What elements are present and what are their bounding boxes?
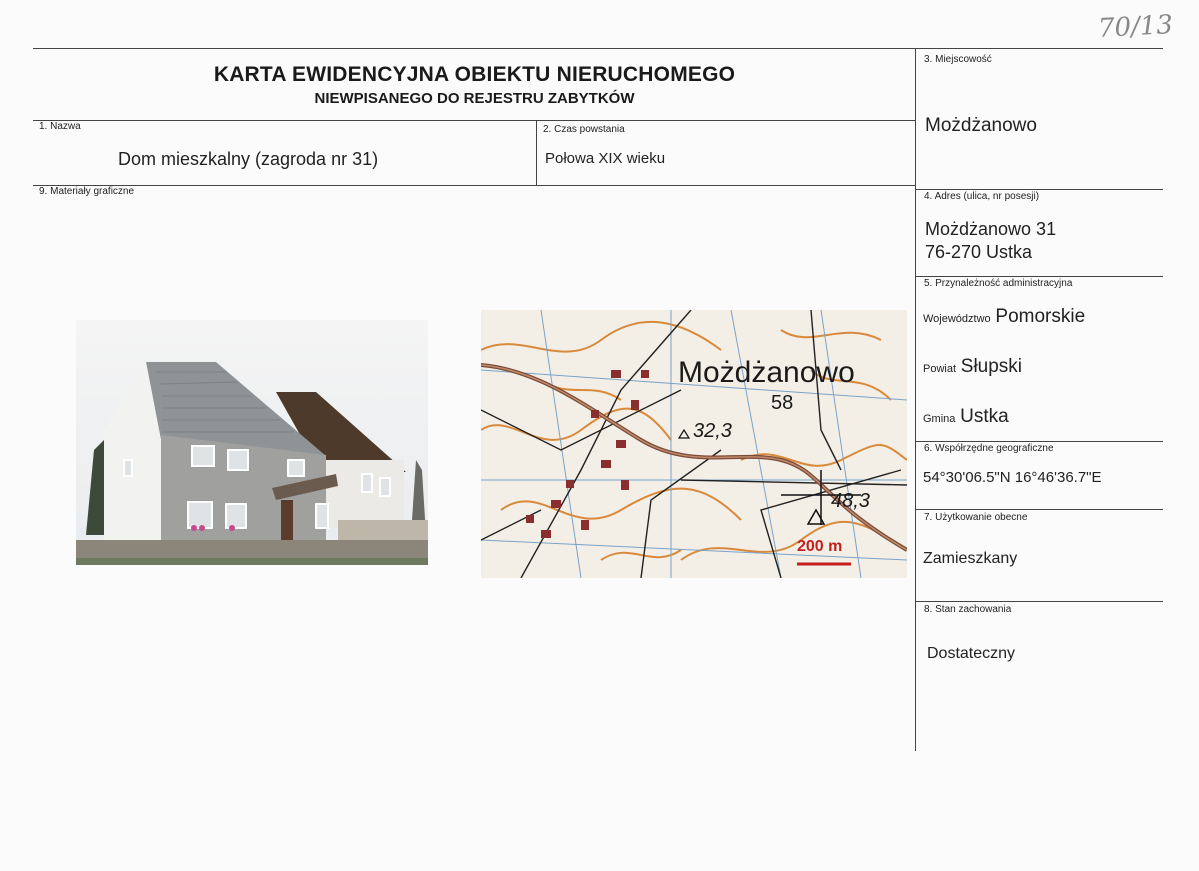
name-value: Dom mieszkalny (zagroda nr 31) xyxy=(118,149,379,169)
location-map xyxy=(481,310,907,578)
time-label: 2. Czas powstania xyxy=(543,124,625,135)
voivodeship-label: Województwo xyxy=(923,313,991,325)
address-line1: Możdżanowo 31 xyxy=(925,219,1057,239)
voivodeship-row xyxy=(923,306,1085,328)
address-label: 4. Adres (ulica, nr posesji) xyxy=(924,191,1040,202)
map-scale-label: 200 m xyxy=(797,538,843,555)
admin-label: 5. Przynależność administracyjna xyxy=(924,278,1073,289)
locality-value: Możdżanowo xyxy=(925,115,1037,136)
time-value: Połowa XIX wieku xyxy=(545,150,666,167)
county-label: Powiat xyxy=(923,363,957,375)
map-height-58: 58 xyxy=(771,392,794,414)
page-subtitle: NIEWPISANEGO DO REJESTRU ZABYTKÓW xyxy=(314,90,635,107)
house-photo xyxy=(76,320,428,565)
locality-label: 3. Miejscowość xyxy=(924,54,992,65)
name-label: 1. Nazwa xyxy=(39,121,81,132)
right-divider-2 xyxy=(916,276,1163,277)
right-divider-1 xyxy=(916,189,1163,190)
coords-value: 54°30'06.5"N 16°46'36.7"E xyxy=(923,469,1102,486)
county-row xyxy=(923,356,1022,378)
usage-value: Zamieszkany xyxy=(923,550,1018,567)
name-time-divider xyxy=(536,120,537,186)
top-border xyxy=(33,48,1163,49)
main-column-divider xyxy=(915,48,916,751)
commune-row xyxy=(923,406,1009,428)
map-place-name: Możdżanowo xyxy=(678,356,855,389)
page-title: KARTA EWIDENCYJNA OBIEKTU NIERUCHOMEGO xyxy=(213,63,736,86)
right-divider-3 xyxy=(916,441,1163,442)
right-divider-4 xyxy=(916,509,1163,510)
map-height-32: 32,3 xyxy=(693,420,732,442)
address-line2: 76-270 Ustka xyxy=(925,242,1033,262)
commune-value: Ustka xyxy=(960,406,1009,427)
condition-label: 8. Stan zachowania xyxy=(924,604,1012,615)
map-height-48: 48,3 xyxy=(831,490,870,512)
graphics-label: 9. Materiały graficzne xyxy=(39,186,135,197)
coords-label: 6. Współrzędne geograficzne xyxy=(924,443,1054,454)
usage-label: 7. Użytkowanie obecne xyxy=(924,512,1028,523)
condition-value: Dostateczny xyxy=(927,645,1016,662)
voivodeship-value: Pomorskie xyxy=(995,306,1086,327)
county-value: Słupski xyxy=(960,356,1023,377)
header-divider xyxy=(33,120,916,121)
right-divider-5 xyxy=(916,601,1163,602)
commune-label: Gmina xyxy=(923,413,956,425)
name-row-divider xyxy=(33,185,916,186)
handwritten-note: 70/13 xyxy=(1097,10,1174,44)
